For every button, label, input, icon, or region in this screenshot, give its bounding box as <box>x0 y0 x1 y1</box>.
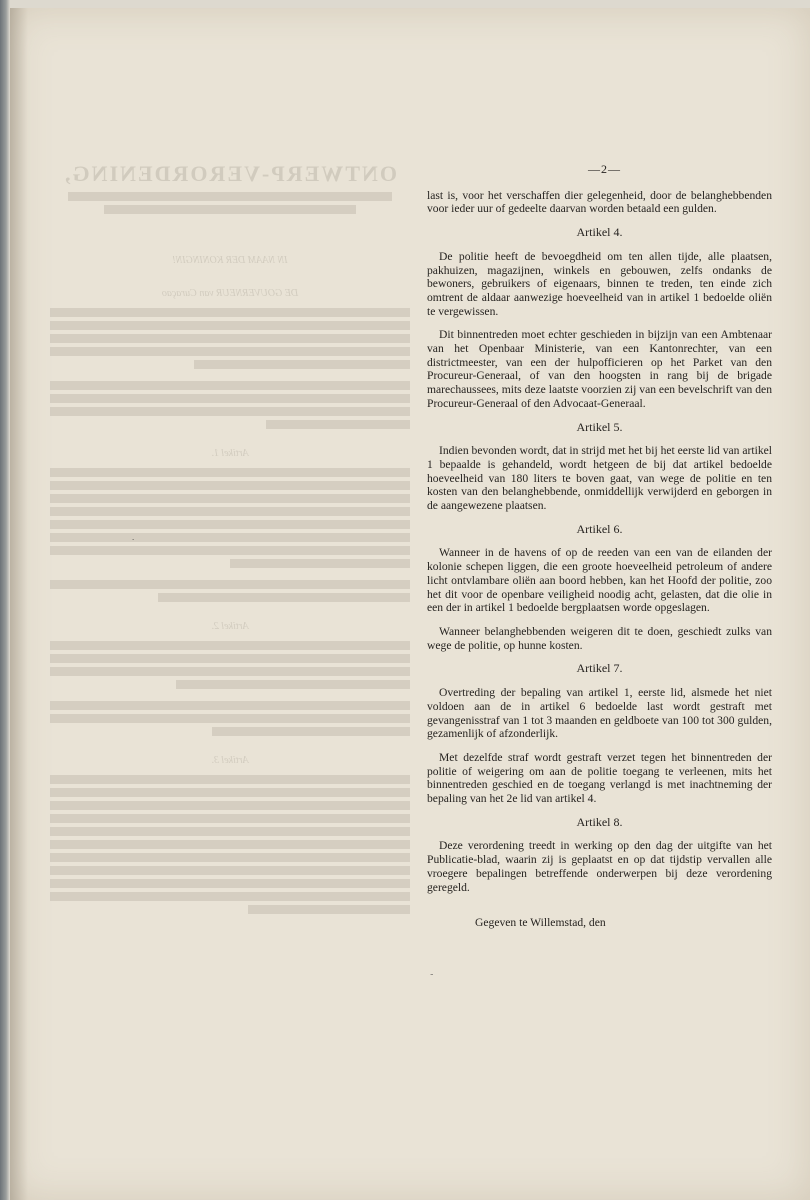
text-column <box>427 163 772 940</box>
article-paragraph: De politie heeft de bevoegdheid om ten allen tijde, alle plaatsen, pakhuizen, magazijnen, winkels en gebouwen, zelfs ondanks de bewoners, gebruikers of eigenaars, binnen te treden, ten einde zich omtrent de aldaar aanwezige hoeveelheid van in artikel 1 bedoelde oliën te vergewissen. <box>427 249 772 318</box>
article-7 <box>427 662 772 805</box>
page-fold-shadow <box>10 8 28 1200</box>
ink-speck: ˜ <box>430 974 434 982</box>
article-heading: Artikel 6. <box>576 521 623 536</box>
page-number: —2— <box>588 162 621 176</box>
article-paragraph: Overtreding der bepaling van artikel 1, eerste lid, alsmede het niet voldoen aan de in artikel 6 bedoelde last wordt gestraft met gevangenisstraf van 1 tot 3 maanden en geldboete van 100 tot 300 gulden, gezamenlijk of afzonderlijk. <box>427 686 772 741</box>
article-4 <box>427 226 772 410</box>
article-paragraph: Met dezelfde straf wordt gestraft verzet tegen het binnentreden der politie of weigering om aan de politie toegang te verleenen, mits het binnentreden geschied en de toegang verlangd is met inachtneming der bepaling van het 2e lid van artikel 4. <box>427 750 772 806</box>
article-heading: Artikel 4. <box>576 225 623 240</box>
article-paragraph: Wanneer belanghebbenden weigeren dit te doen, geschiedt zulks van wege de politie, op hunne kosten. <box>427 624 772 652</box>
article-paragraph: Indien bevonden wordt, dat in strijd met het bij het eerste lid van artikel 1 bepaalde is gehandeld, wordt hetgeen de bij dat artikel bedoelde hoeveelheid van 180 liters te boven gaat, van wege de politie en ten kosten van den belanghebbende, onmiddellijk verwijderd en geborgen in de aangewezene plaatsen. <box>427 444 772 513</box>
intro-paragraph: last is, voor het verschaffen dier gelegenheid, door de belanghebbenden voor ieder uur of gedeelte daarvan worden betaald een gulden. <box>427 188 772 216</box>
ink-speck: · <box>132 536 135 544</box>
article-paragraph: Deze verordening treedt in werking op den dag der uitgifte van het Publicatie-blad, waarin zij is geplaatst en op dat tijdstip vervallen alle vroegere bepalingen betreffende onderwerpen bij deze verordening geregeld. <box>427 839 772 894</box>
article-paragraph: Wanneer in de havens of op de reeden van een van de eilanden der kolonie schepen liggen, die een groote hoeveelheid petroleum of andere licht ontvlambare oliën aan boord hebben, kan het Hoofd der politie, zoo het dit voor de openbare veiligheid noodig acht, gelasten, dat die olie in een der in artikel 1 bedoelde bergplaatsen worde opgeslagen. <box>427 546 772 615</box>
article-8 <box>427 816 772 895</box>
article-heading: Artikel 8. <box>576 814 623 829</box>
article-5 <box>427 421 772 513</box>
closing-line: Gegeven te Willemstad, den <box>475 916 606 930</box>
article-paragraph: Dit binnentreden moet echter geschieden in bijzijn van een Ambtenaar van het Openbaar Ministerie, van een Kantonrechter, van een districtmeester, van een der hulpofficieren op het Parket van den Procureur-Generaal, of van den hoogsten in rang bij de brigade marechaussees, mits deze laatste voorzien zij van een bevelschrift van den Procureur-Generaal of den Advocaat-Generaal. <box>427 328 772 410</box>
article-heading: Artikel 5. <box>576 419 623 434</box>
article-heading: Artikel 7. <box>576 661 623 676</box>
article-6 <box>427 523 772 653</box>
